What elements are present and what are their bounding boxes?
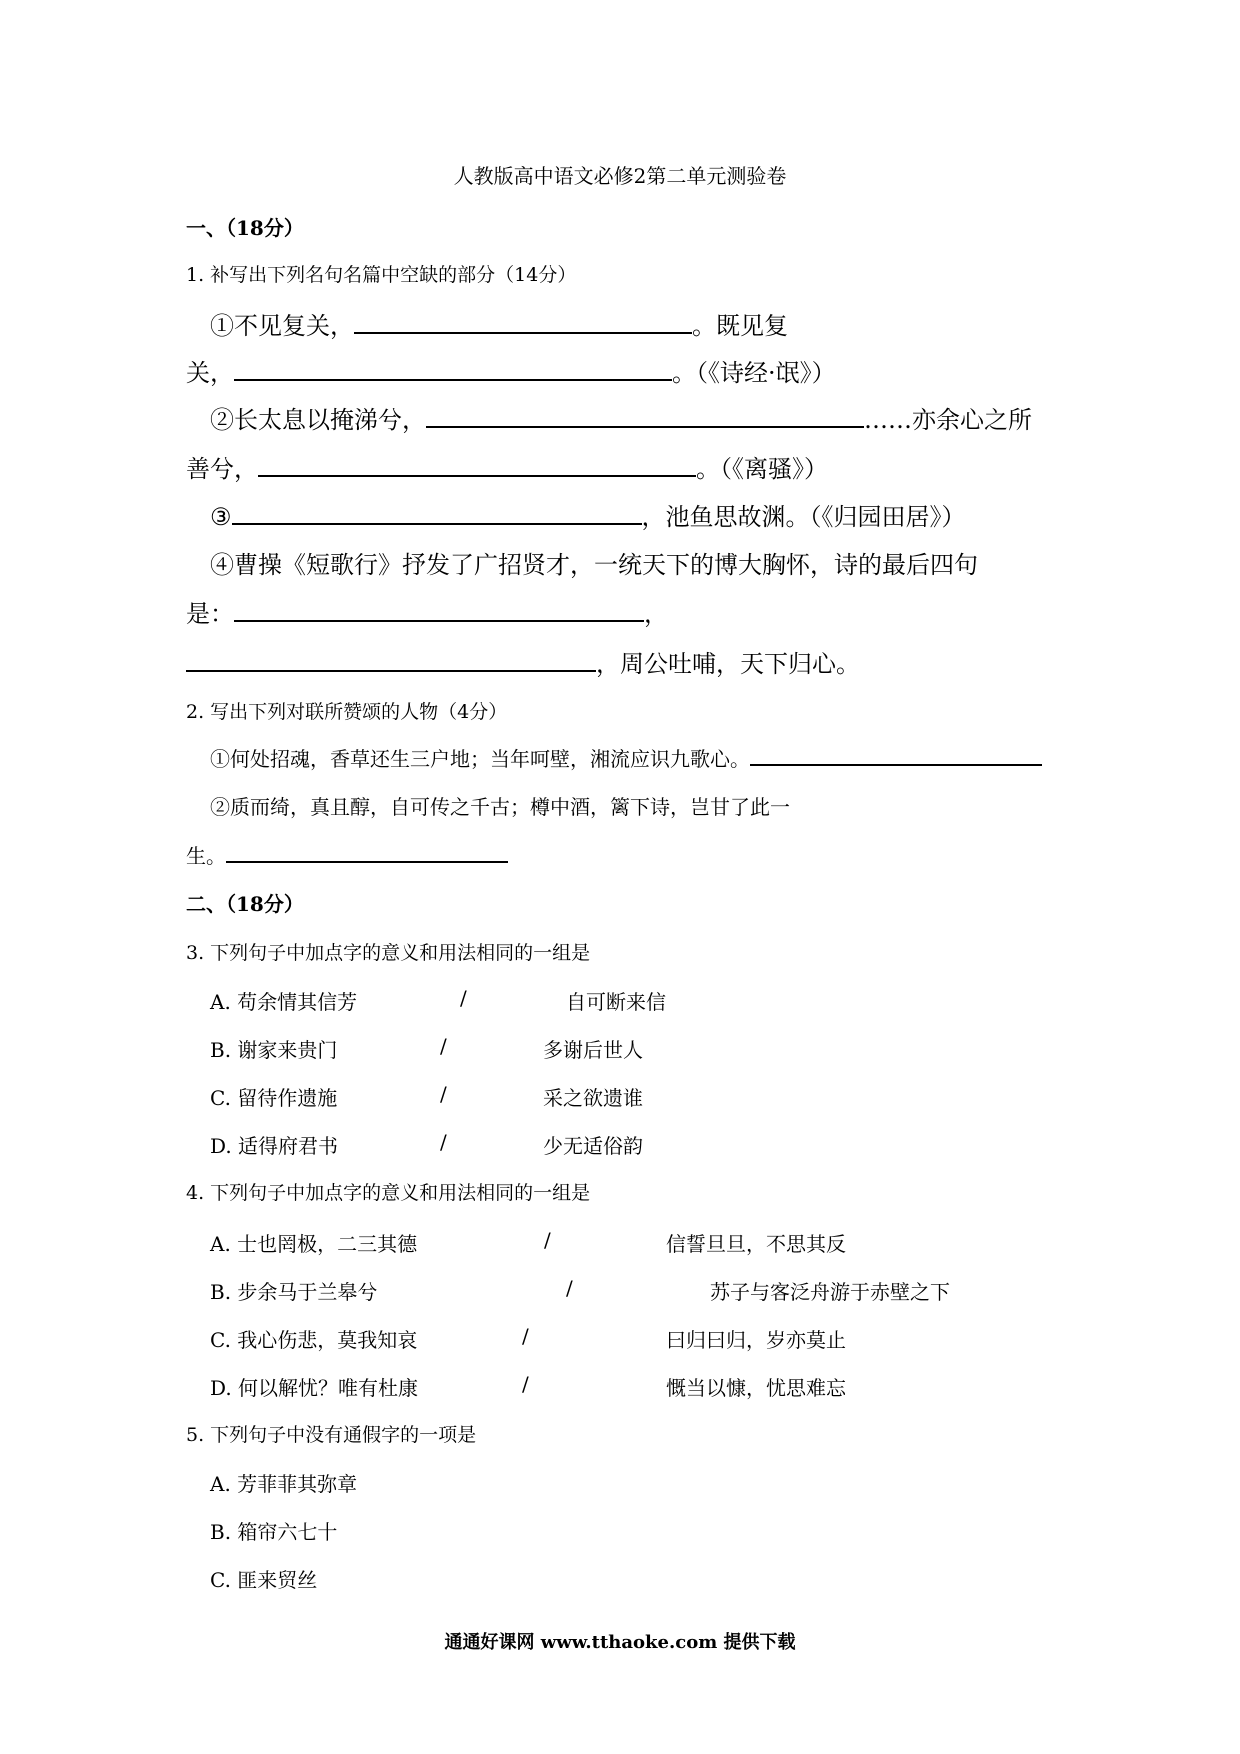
q1-text: 善兮，: [186, 455, 258, 483]
option-label: A. 苟余情其信芳: [210, 990, 358, 1014]
question-3-prompt: 3. 下列句子中加点字的意义和用法相同的一组是: [186, 942, 591, 964]
q1-line-8: [186, 644, 860, 679]
option-right: 曰归曰归，岁亦莫止: [666, 1328, 846, 1352]
q1-line-4: [186, 449, 828, 484]
q1-text: ……亦余心之所: [864, 406, 1032, 434]
option-right: 多谢后世人: [543, 1038, 643, 1062]
q1-text: 。（《离骚》）: [696, 455, 828, 483]
q2-line-1: [210, 743, 1042, 772]
page-title: 人教版高中语文必修2第二单元测验卷: [453, 164, 787, 188]
q1-text: 关，: [186, 359, 234, 387]
answer-blank[interactable]: [354, 331, 692, 334]
q2-text: ①何处招魂，香草还生三户地；当年呵壁，湘流应识九歌心。: [210, 747, 750, 771]
q1-text: ，: [644, 600, 668, 628]
option-right: 信誓旦旦，不思其反: [666, 1232, 846, 1256]
q1-line-7: [186, 594, 668, 629]
q1-line-5: [210, 497, 966, 532]
option-separator: /: [566, 1276, 573, 1300]
option-separator: /: [522, 1324, 529, 1348]
page-footer: 通通好课网 www.tthaoke.com 提供下载: [444, 1632, 796, 1653]
q1-text: ②长太息以掩涕兮，: [210, 406, 426, 434]
option-label: C. 我心伤悲，莫我知哀: [210, 1328, 418, 1352]
option-label: C. 匪来贸丝: [210, 1568, 318, 1592]
question-2-prompt: 2. 写出下列对联所赞颂的人物（4分）: [186, 701, 508, 723]
question-1-prompt: 1. 补写出下列名句名篇中空缺的部分（14分）: [186, 264, 577, 286]
option-right: 苏子与客泛舟游于赤壁之下: [710, 1280, 950, 1304]
answer-blank[interactable]: [234, 619, 644, 622]
section-heading-1: 一、（18分）: [186, 216, 304, 240]
option-label: B. 箱帘六七十: [210, 1520, 338, 1544]
section-heading-2: 二、（18分）: [186, 892, 304, 916]
option-label: A. 芳菲菲其弥章: [210, 1472, 358, 1496]
question-4-prompt: 4. 下列句子中加点字的意义和用法相同的一组是: [186, 1182, 591, 1204]
option-label: C. 留待作遗施: [210, 1086, 338, 1110]
q1-text: 是：: [186, 600, 234, 628]
q1-text: 。（《诗经·氓》）: [672, 359, 836, 387]
option-label: D. 适得府君书: [210, 1134, 339, 1158]
q1-text: ③: [210, 503, 232, 531]
option-separator: /: [460, 986, 467, 1010]
answer-blank[interactable]: [232, 522, 642, 525]
answer-blank[interactable]: [750, 763, 1042, 766]
q1-text: ，周公吐哺，天下归心。: [596, 650, 860, 678]
q1-line-1: [210, 306, 788, 341]
answer-blank[interactable]: [426, 425, 864, 428]
q2-line-2: ②质而绮，真且醇，自可传之千古；樽中酒，篱下诗，岂甘了此一: [210, 795, 790, 819]
option-right: 采之欲遗谁: [543, 1086, 643, 1110]
q1-text: ①不见复关，: [210, 312, 354, 340]
answer-blank[interactable]: [226, 860, 508, 863]
option-label: D. 何以解忧？唯有杜康: [210, 1376, 419, 1400]
option-label: A. 士也罔极，二三其德: [210, 1232, 418, 1256]
q2-text: 生。: [186, 844, 226, 868]
option-separator: /: [544, 1228, 551, 1252]
answer-blank[interactable]: [234, 378, 672, 381]
q2-line-3: [186, 840, 508, 869]
q1-line-3: [210, 400, 1032, 435]
option-separator: /: [440, 1082, 447, 1106]
question-5-prompt: 5. 下列句子中没有通假字的一项是: [186, 1424, 477, 1446]
option-right: 少无适俗韵: [543, 1134, 643, 1158]
q1-text: 。既见复: [692, 312, 788, 340]
option-separator: /: [440, 1130, 447, 1154]
answer-blank[interactable]: [258, 474, 696, 477]
option-right: 自可断来信: [566, 990, 666, 1014]
q1-line-6: ④曹操《短歌行》抒发了广招贤才，一统天下的博大胸怀，诗的最后四句: [210, 551, 978, 579]
q1-line-2: [186, 353, 836, 388]
option-separator: /: [440, 1034, 447, 1058]
option-label: B. 谢家来贵门: [210, 1038, 338, 1062]
option-right: 慨当以慷，忧思难忘: [666, 1376, 846, 1400]
answer-blank[interactable]: [186, 669, 596, 672]
option-label: B. 步余马于兰皋兮: [210, 1280, 378, 1304]
q1-text: ，池鱼思故渊。（《归园田居》）: [641, 503, 966, 531]
option-separator: /: [522, 1372, 529, 1396]
